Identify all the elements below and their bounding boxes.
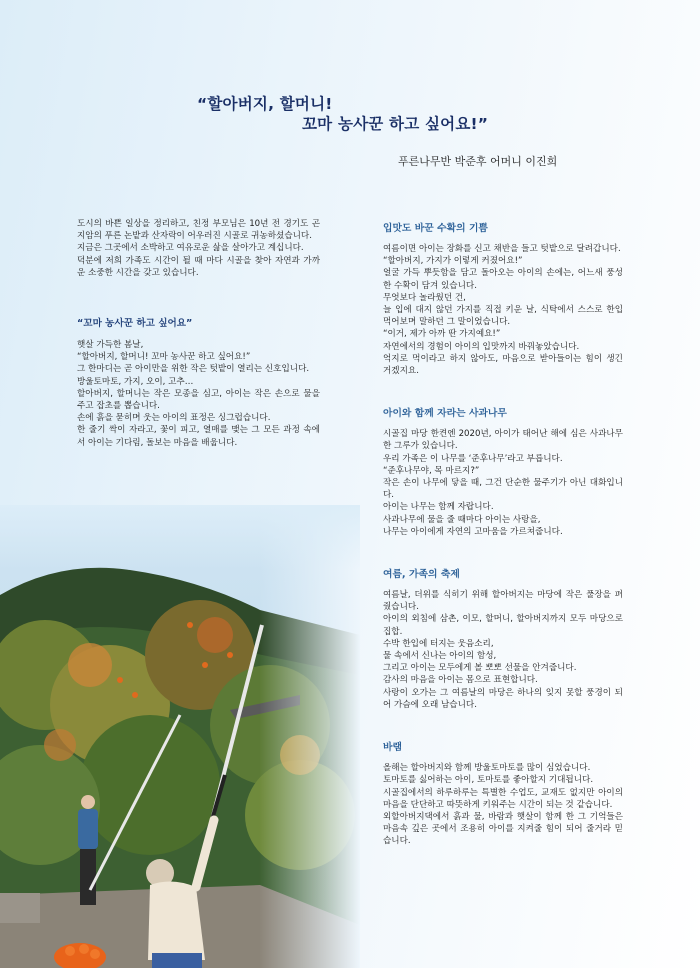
body-line: 방울토마토, 가지, 오이, 고추… bbox=[77, 376, 194, 387]
body-line: 무엇보다 놀라웠던 건, bbox=[383, 292, 466, 303]
intro-line: 도시의 바쁜 일상을 정리하고, 친정 부모님은 10년 전 경기도 곤지암의 푸른 논밭과 산자락이 어우러진 시골로 귀농하셨습니다. bbox=[77, 219, 320, 242]
body-line: 나무는 아이에게 자연의 고마움을 가르쳐줍니다. bbox=[383, 526, 563, 537]
body-line: 시골집 마당 한켠엔 2020년, 아이가 태어난 해에 심은 사과나무 한 그루가 있습니다. bbox=[383, 429, 623, 452]
body-line: 억지로 먹이라고 하지 않아도, 마음으로 받아들이는 힘이 생긴 거겠지요. bbox=[383, 353, 623, 377]
body-line: 늘 입에 대지 않던 가지를 직접 키운 날, 식탁에서 스스로 한입 먹어보며 말하던 그 말이었습니다. bbox=[383, 305, 623, 328]
body-line: 사과나무에 물을 줄 때마다 아이는 사랑을, bbox=[383, 514, 541, 525]
body-line: “할아버지, 할머니! 꼬마 농사꾼 하고 싶어요!” bbox=[77, 352, 251, 363]
family-garden-photo bbox=[0, 505, 360, 968]
body-line: 아이는 나무는 함께 자랍니다. bbox=[383, 502, 494, 513]
section-body bbox=[383, 589, 623, 711]
body-line: 얼굴 가득 뿌듯함을 담고 돌아오는 아이의 손에는, 어느새 풍성한 수확이 담겨 있습니다. bbox=[383, 268, 623, 291]
body-line: 그리고 아이는 모두에게 볼 뽀뽀 선물을 안겨줍니다. bbox=[383, 663, 577, 674]
body-line: 외할아버지댁에서 흙과 물, 바람과 햇살이 함께 한 그 기억들은 마음속 깊은 곳에서 조용히 아이를 지켜줄 힘이 되어 줄거라 믿습니다. bbox=[383, 811, 623, 847]
body-line: 토마토를 싫어하는 아이, 토마토를 좋아할지 기대됩니다. bbox=[383, 775, 594, 786]
body-line: “준후나무야, 목 마르지?” bbox=[383, 465, 480, 476]
body-line: 할아버지, 할머니는 작은 모종을 심고, 아이는 작은 손으로 물을 주고 잡초를 뽑습니다. bbox=[77, 388, 320, 412]
author-byline: 푸른나무반 박준후 어머니 이진희 bbox=[398, 155, 558, 168]
intro-paragraph bbox=[77, 218, 320, 279]
body-line: 여름이면 아이는 장화를 신고 채반을 들고 텃밭으로 달려갑니다. bbox=[383, 244, 621, 254]
body-line: 여름날, 더위를 식히기 위해 할아버지는 마당에 작은 풀장을 펴줬습니다. bbox=[383, 590, 623, 613]
body-line: 아이의 외침에 삼촌, 이모, 할머니, 할아버지까지 모두 마당으로 집합. bbox=[383, 614, 623, 637]
section-heading: 입맛도 바꾼 수확의 기쁨 bbox=[383, 223, 488, 234]
section-body bbox=[383, 428, 623, 538]
section-body bbox=[383, 762, 623, 847]
intro-line: 지금은 그곳에서 소박하고 여유로운 삶을 살아가고 계십니다. bbox=[77, 243, 304, 254]
intro-line: 덕분에 저희 가족도 시간이 될 때 마다 시골을 찾아 자연과 가까운 소중한 시간을 갖고 있습니다. bbox=[77, 255, 320, 278]
right-column bbox=[383, 220, 623, 848]
section-heading: 여름, 가족의 축제 bbox=[383, 569, 460, 581]
title-line-2: 꼬마 농사꾼 하고 싶어요!” bbox=[302, 115, 489, 133]
section-heading: “꼬마 농사꾼 하고 싶어요” bbox=[77, 318, 193, 330]
body-line: 사랑이 오가는 그 여름날의 마당은 하나의 잊지 못할 풍경이 되어 가슴에 오래 남습니다. bbox=[383, 687, 623, 710]
body-line: 시골집에서의 하루하루는 특별한 수업도, 교재도 없지만 아이의 마음을 단단하고 따뜻하게 키워주는 시간이 되는 것 같습니다. bbox=[383, 787, 623, 810]
body-line: 수박 한입에 터지는 웃음소리, bbox=[383, 638, 494, 649]
body-line: 물 속에서 신나는 아이의 함성, bbox=[383, 651, 497, 662]
body-line: 올해는 할아버지와 함께 방울토마토를 많이 심었습니다. bbox=[383, 763, 591, 774]
body-line: 그 한마디는 곧 아이만을 위한 작은 텃밭이 열리는 신호입니다. bbox=[77, 364, 310, 375]
section-body bbox=[383, 243, 623, 377]
body-line: 자연에서의 경험이 아이의 입맛까지 바꿔놓았습니다. bbox=[383, 341, 580, 352]
body-line: 한 줄기 싹이 자라고, 꽃이 피고, 열매를 맺는 그 모든 과정 속에서 아이는 기다림, 돌보는 마음을 배웁니다. bbox=[77, 425, 320, 448]
body-line: 햇살 가득한 봄날, bbox=[77, 340, 144, 351]
body-line: 손에 흙을 묻히며 웃는 아이의 표정은 싱그럽습니다. bbox=[77, 413, 271, 424]
article-title bbox=[0, 92, 700, 132]
title-line-1: “할아버지, 할머니! bbox=[197, 95, 333, 113]
body-line: “이거, 제가 아까 딴 가지예요!” bbox=[383, 329, 501, 340]
section-heading: 바램 bbox=[383, 742, 402, 754]
section-heading: 아이와 함께 자라는 사과나무 bbox=[383, 408, 507, 420]
body-line: 감사의 마음을 아이는 몸으로 표현합니다. bbox=[383, 675, 538, 686]
left-column bbox=[77, 218, 320, 449]
section-body bbox=[77, 339, 320, 449]
body-line: “할아버지, 가지가 이렇게 커졌어요!” bbox=[383, 256, 523, 267]
body-line: 작은 손이 나무에 닿을 때, 그건 단순한 물주기가 아닌 대화입니다. bbox=[383, 478, 623, 501]
body-line: 우리 가족은 이 나무를 ‘준후나무’라고 부릅니다. bbox=[383, 453, 563, 464]
